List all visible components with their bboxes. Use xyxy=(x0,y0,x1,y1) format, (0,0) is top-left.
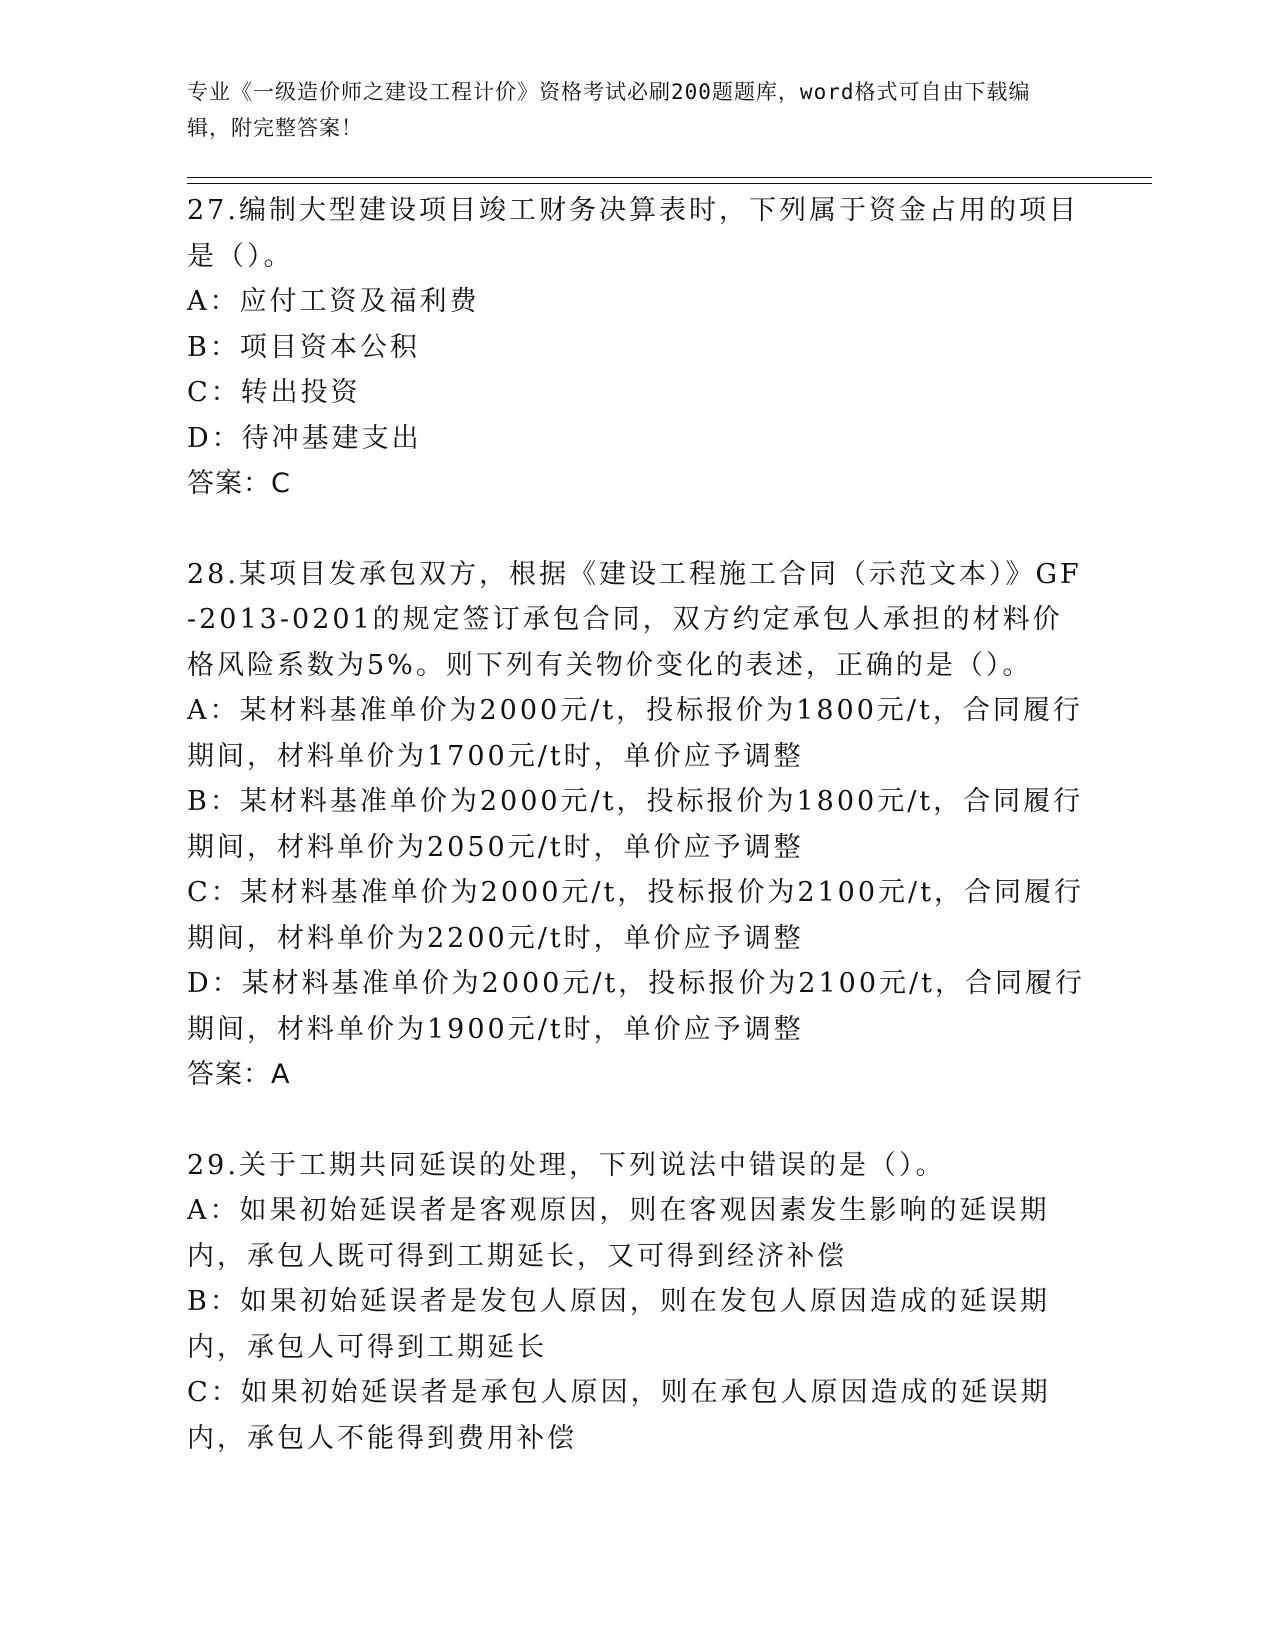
option-a: A：应付工资及福利费 xyxy=(187,286,480,317)
question-29 xyxy=(187,1143,1087,1462)
option-a: A：如果初始延误者是客观原因，则在客观因素发生影响的延误期内，承包人既可得到工期延长，又可得到经济补偿 xyxy=(187,1195,1050,1272)
option-a: A：某材料基准单价为2000元/t，投标报价为1800元/t，合同履行期间，材料单价为1700元/t时，单价应予调整 xyxy=(187,695,1083,772)
option-d: D：某材料基准单价为2000元/t，投标报价为2100元/t，合同履行期间，材料单价为1900元/t时，单价应予调整 xyxy=(187,968,1085,1045)
option-b: B：如果初始延误者是发包人原因，则在发包人原因造成的延误期内，承包人可得到工期延长 xyxy=(187,1286,1050,1363)
document-header: 专业《一级造价师之建设工程计价》资格考试必刷200题题库，word格式可自由下载编辑，附完整答案！ xyxy=(187,80,1031,140)
question-27 xyxy=(187,188,1087,507)
option-c: C：转出投资 xyxy=(187,377,361,408)
header-divider-bottom xyxy=(187,183,1152,184)
option-b: B：项目资本公积 xyxy=(187,331,420,363)
question-stem: 29.关于工期共同延误的处理，下列说法中错误的是（）。 xyxy=(187,1149,946,1181)
question-stem: 27.编制大型建设项目竣工财务决算表时，下列属于资金占用的项目是（）。 xyxy=(187,195,1079,272)
option-b: B：某材料基准单价为2000元/t，投标报价为1800元/t，合同履行期间，材料单价为2050元/t时，单价应予调整 xyxy=(187,786,1084,863)
answer: 答案：C xyxy=(187,468,291,499)
header-divider-top xyxy=(187,177,1152,178)
option-c: C：如果初始延误者是承包人原因，则在承包人原因造成的延误期内，承包人不能得到费用补偿 xyxy=(187,1377,1051,1454)
option-c: C：某材料基准单价为2000元/t，投标报价为2100元/t，合同履行期间，材料单价为2200元/t时，单价应予调整 xyxy=(187,877,1084,954)
question-28 xyxy=(187,552,1087,1098)
question-stem: 28.某项目发承包双方，根据《建设工程施工合同（示范文本）》GF-2013-0201的规定签订承包合同，双方约定承包人承担的材料价格风险系数为5%。则下列有关物价变化的表述，正确的是（）。 xyxy=(187,558,1082,681)
answer: 答案：A xyxy=(187,1059,291,1090)
question-list xyxy=(187,188,1087,1461)
option-d: D：待冲基建支出 xyxy=(187,422,422,454)
